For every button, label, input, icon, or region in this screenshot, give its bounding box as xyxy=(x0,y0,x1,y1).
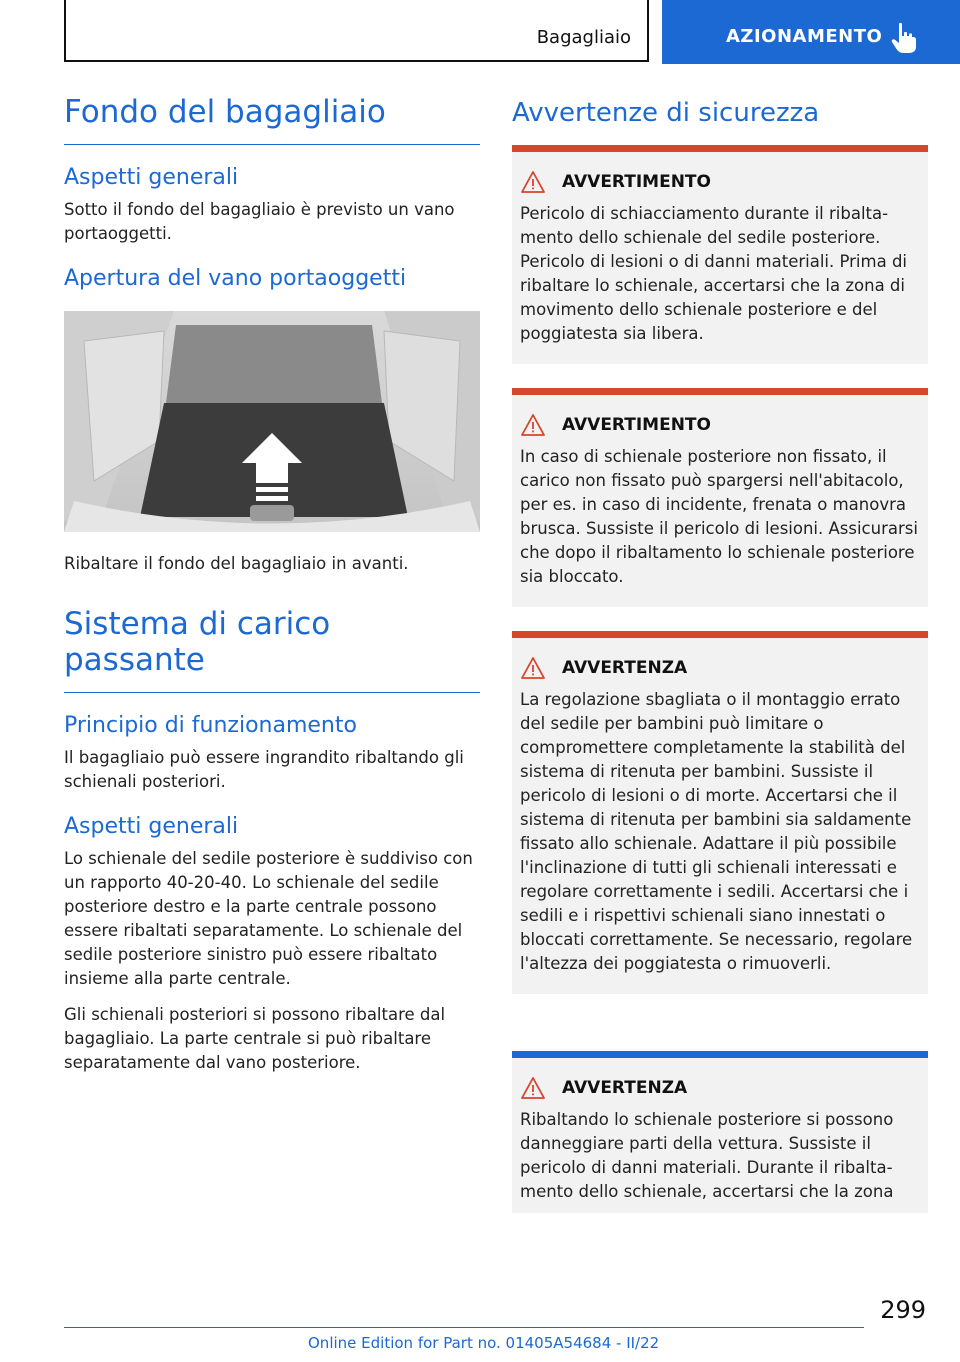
warning-text: La regolazione sbagliata o il montaggio errato del sedile per bambini può limitare o compromettere completamente la stabilità del sistema di ritenuta per bambini. Sussiste il pericolo di lesioni o di morte. Accertarsi che il sistema di ritenuta per bambini sia saldamente fissato allo schienale. Adattare il più possibile l'inclinazione di tutti gli schienali interessati e regolare correttamente i sedili. Accertarsi che i sedili e i rispettivi schienali siano innestati o bloccati correttamente. Se necessario, regolare l'altezza dei poggiatesta o rimuoverli. xyxy=(520,690,913,973)
hand-pointer-icon xyxy=(890,22,918,54)
warning-label: AVVERTENZA xyxy=(562,1078,688,1098)
subheading-aspetti-generali: Aspetti generali xyxy=(64,165,239,190)
subheading-apertura-vano: Apertura del vano portaoggetti xyxy=(64,266,407,291)
right-column xyxy=(512,94,928,128)
warning-label: AVVERTIMENTO xyxy=(562,172,711,192)
trunk-floor-illustration xyxy=(64,311,480,532)
caution-box xyxy=(512,631,928,994)
paragraph-vano: Sotto il fondo del bagagliaio è previsto un vano portaoggetti. xyxy=(64,200,455,243)
warning-box xyxy=(512,388,928,607)
warning-label: AVVERTIMENTO xyxy=(562,415,711,435)
edition-text: Online Edition for Part no. 01405A54684 - II/22 xyxy=(308,1334,660,1352)
warning-triangle-icon xyxy=(520,413,546,437)
heading-fondo-bagagliaio: Fondo del bagagliaio xyxy=(64,94,480,145)
warning-text: In caso di schienale posteriore non fissato, il carico non fissato può spargersi nell'abitacolo, per es. in caso di incidente, frenata o manovra brusca. Sussiste il pericolo di lesioni. Assicurarsi che dopo il ribaltamento lo schienale posteriore sia bloccato. xyxy=(520,447,918,586)
heading-avvertenze: Avvertenze di sicurezza xyxy=(512,98,820,128)
page-number: 299 xyxy=(880,1296,926,1324)
chapter-tab xyxy=(662,0,960,64)
left-column xyxy=(64,94,480,1075)
warning-text: Pericolo di schiacciamento durante il ribaltamento dello schienale del sedile posteriore. Pericolo di lesioni o di danni materiali. Prima di ribaltare lo schienale, accertarsi che la zona di movimento dello schienale posteriore e del poggiatesta sia libera. xyxy=(520,204,908,343)
subheading-aspetti-generali-2: Aspetti generali xyxy=(64,814,239,839)
warning-box xyxy=(512,145,928,364)
paragraph-principio: Il bagagliaio può essere ingrandito ribaltando gli schienali posteriori. xyxy=(64,748,464,791)
header-section-box xyxy=(64,0,649,62)
footer-rule xyxy=(64,1327,864,1328)
warning-triangle-icon xyxy=(520,170,546,194)
paragraph-schienale: Lo schienale del sedile posteriore è suddiviso con un rapporto 40-20-40. Lo schienale del sedile posteriore destro e la parte centrale possono essere ribaltati separatamente. Lo schienale del sedile posteriore sinistro può essere ribaltato insieme alla parte centrale. xyxy=(64,849,473,988)
warning-label: AVVERTENZA xyxy=(562,658,688,678)
warning-triangle-icon xyxy=(520,656,546,680)
paragraph-ribaltamento: Gli schienali posteriori si possono ribaltare dal bagagliaio. La parte centrale si può ribaltare separatamente dal vano posteriore. xyxy=(64,1005,446,1072)
warning-triangle-icon xyxy=(520,1076,546,1100)
caution-box xyxy=(512,1051,928,1213)
section-title: Bagagliaio xyxy=(536,27,631,48)
chapter-title: AZIONAMENTO xyxy=(726,26,883,47)
image-caption: Ribaltare il fondo del bagagliaio in avanti. xyxy=(64,554,409,573)
warning-text: Ribaltando lo schienale posteriore si possono danneggiare parti della vettura. Sussiste il pericolo di danni materiali. Durante il ribaltamento dello schienale, accertarsi che la zona xyxy=(520,1110,894,1201)
heading-sistema-carico: Sistema di carico passante xyxy=(64,606,480,693)
subheading-principio: Principio di funzionamento xyxy=(64,713,357,738)
